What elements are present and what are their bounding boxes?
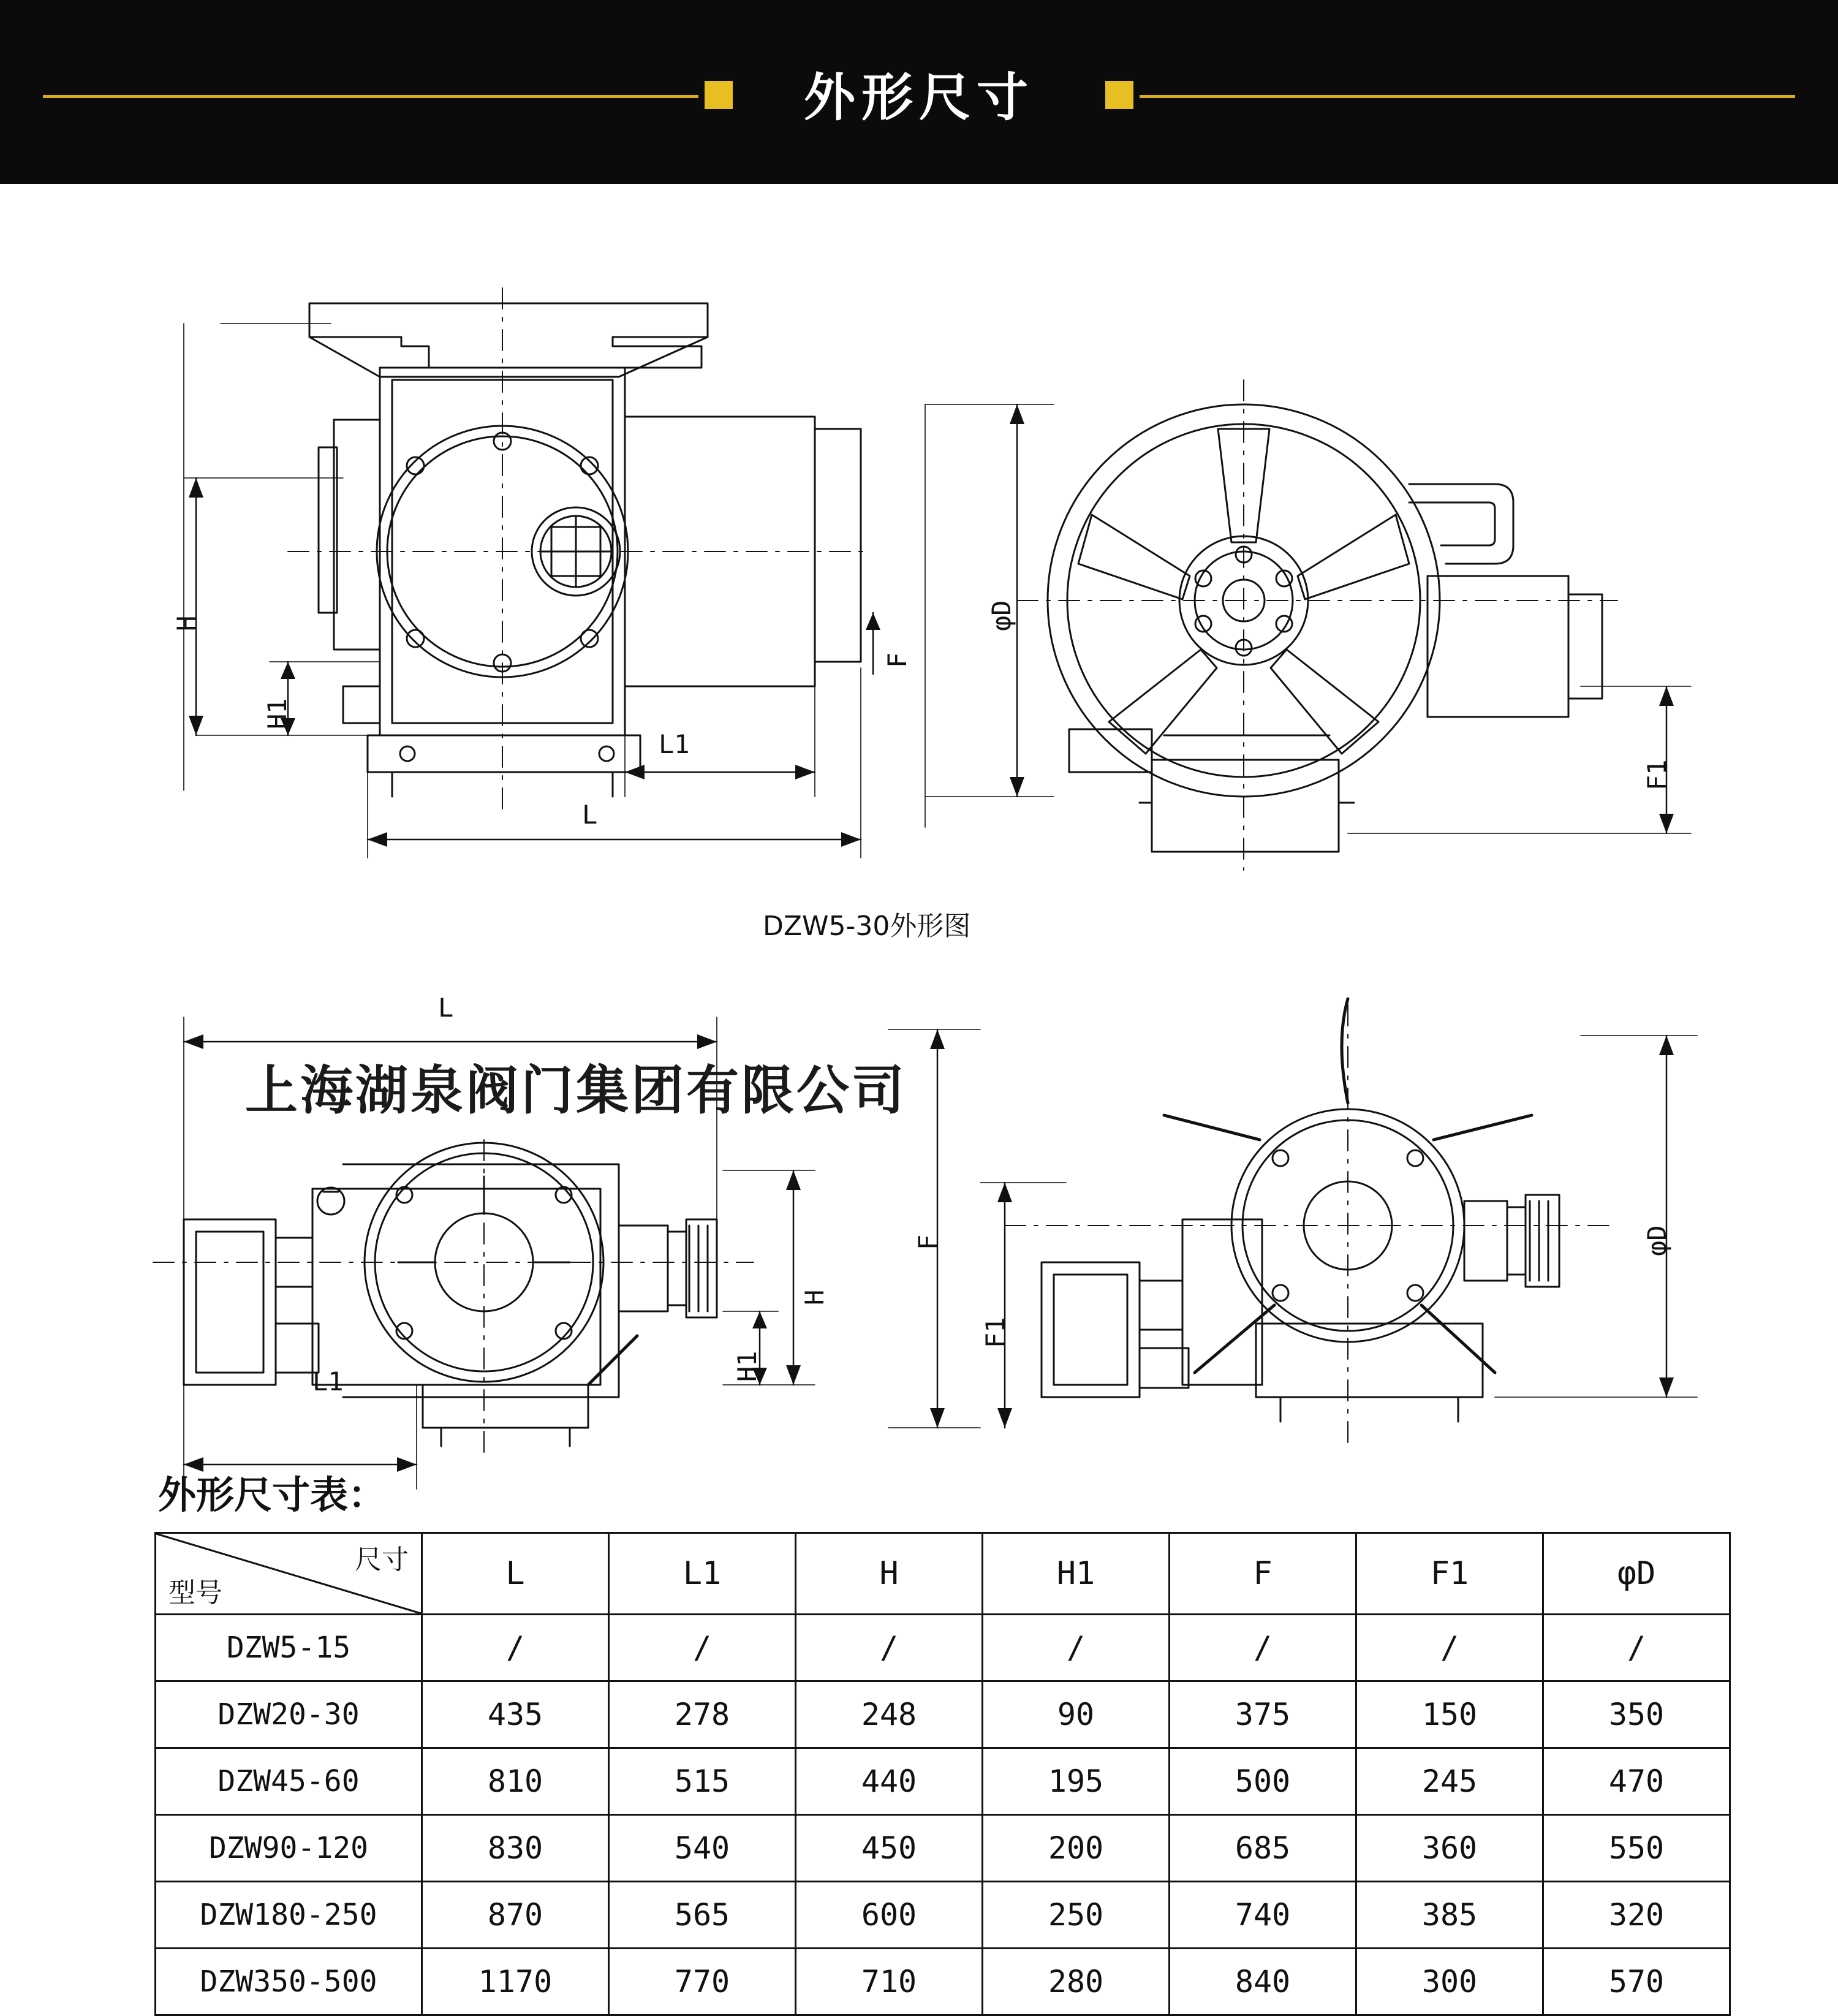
dim-label-L-bottom-left: L (438, 993, 454, 1023)
cell-value: 470 (1543, 1748, 1730, 1815)
dim-label-phiD-top-right: φD (986, 600, 1016, 631)
page-header-banner (0, 0, 1838, 184)
cell-value: / (422, 1615, 609, 1681)
dim-label-F1-top-right: F1 (1642, 759, 1672, 790)
dimension-table-body (156, 1533, 1730, 2015)
company-watermark: 上海湖泉阀门集团有限公司 (245, 1060, 907, 1121)
cell-value: 685 (1170, 1815, 1356, 1882)
cell-value: 90 (983, 1681, 1170, 1748)
row-model-dzw20-30: DZW20-30 (156, 1681, 422, 1748)
cell-value: 1170 (422, 1949, 609, 2015)
dim-label-F-top-left: F (882, 652, 912, 668)
dim-label-H1-bottom-left: H1 (732, 1351, 762, 1382)
cell-value: 515 (609, 1748, 796, 1815)
dimension-table (154, 1532, 1731, 2016)
cell-value: 450 (796, 1815, 983, 1882)
cell-value: 565 (609, 1882, 796, 1949)
table-row (156, 1748, 1730, 1815)
table-header-row (156, 1533, 1730, 1615)
cell-value: 300 (1356, 1949, 1543, 2015)
dim-label-H-top-left: H (172, 615, 202, 631)
cell-value: 200 (983, 1815, 1170, 1882)
table-row (156, 1615, 1730, 1681)
dimension-table-title: 外形尺寸表： (158, 1472, 387, 1517)
row-model-dzw5-15: DZW5-15 (156, 1615, 422, 1681)
cell-value: 320 (1543, 1882, 1730, 1949)
dim-label-H1-top-left: H1 (262, 698, 292, 729)
table-row (156, 1882, 1730, 1949)
cell-value: 500 (1170, 1748, 1356, 1815)
drawing-sheet (0, 184, 1838, 1999)
dim-label-L1-bottom-left: L1 (312, 1366, 344, 1396)
cell-value: 830 (422, 1815, 609, 1882)
cell-value: 770 (609, 1949, 796, 2015)
cell-value: / (1356, 1615, 1543, 1681)
cell-value: 435 (422, 1681, 609, 1748)
cell-value: 248 (796, 1681, 983, 1748)
cell-value: 195 (983, 1748, 1170, 1815)
dim-label-L-top-left: L (582, 800, 598, 830)
cell-value: 250 (983, 1882, 1170, 1949)
table-row (156, 1949, 1730, 2015)
column-header-phiD: φD (1543, 1533, 1730, 1615)
dim-label-L1-top-left: L1 (659, 729, 690, 759)
dim-label-phiD-bottom-right: φD (1642, 1225, 1672, 1256)
dim-label-F-bottom-right: F (913, 1234, 943, 1250)
cell-value: 278 (609, 1681, 796, 1748)
cell-value: 350 (1543, 1681, 1730, 1748)
cell-value: 360 (1356, 1815, 1543, 1882)
cell-value: 840 (1170, 1949, 1356, 2015)
cell-value: 570 (1543, 1949, 1730, 2015)
column-header-F1: F1 (1356, 1533, 1543, 1615)
cell-value: 550 (1543, 1815, 1730, 1882)
cell-value: 245 (1356, 1748, 1543, 1815)
column-header-H: H (796, 1533, 983, 1615)
row-model-dzw90-120: DZW90-120 (156, 1815, 422, 1882)
cell-value: / (1170, 1615, 1356, 1681)
dim-label-H-bottom-left: H (800, 1289, 830, 1305)
cell-value: / (796, 1615, 983, 1681)
row-model-dzw350-500: DZW350-500 (156, 1949, 422, 2015)
cell-value: 540 (609, 1815, 796, 1882)
cell-value: 810 (422, 1748, 609, 1815)
column-header-F: F (1170, 1533, 1356, 1615)
cell-value: 740 (1170, 1882, 1356, 1949)
banner-decoration (0, 0, 1838, 184)
dim-label-F1-bottom-right: F1 (980, 1317, 1010, 1348)
cell-value: 440 (796, 1748, 983, 1815)
cell-value: 870 (422, 1882, 609, 1949)
column-header-H1: H1 (983, 1533, 1170, 1615)
cell-value: / (1543, 1615, 1730, 1681)
corner-model-label: 型号 (168, 1577, 222, 1609)
column-header-L: L (422, 1533, 609, 1615)
figure-caption-dzw5-30: DZW5-30外形图 (763, 911, 971, 942)
cell-value: / (983, 1615, 1170, 1681)
cell-value: 375 (1170, 1681, 1356, 1748)
cell-value: 710 (796, 1949, 983, 2015)
cell-value: 280 (983, 1949, 1170, 2015)
cell-value: 600 (796, 1882, 983, 1949)
table-row (156, 1815, 1730, 1882)
page-title: 外形尺寸 (803, 67, 1034, 127)
column-header-L1: L1 (609, 1533, 796, 1615)
cell-value: / (609, 1615, 796, 1681)
row-model-dzw45-60: DZW45-60 (156, 1748, 422, 1815)
cell-value: 150 (1356, 1681, 1543, 1748)
table-row (156, 1681, 1730, 1748)
table-corner-cell (156, 1533, 422, 1615)
row-model-dzw180-250: DZW180-250 (156, 1882, 422, 1949)
cell-value: 385 (1356, 1882, 1543, 1949)
corner-dimension-label: 尺寸 (355, 1544, 409, 1575)
